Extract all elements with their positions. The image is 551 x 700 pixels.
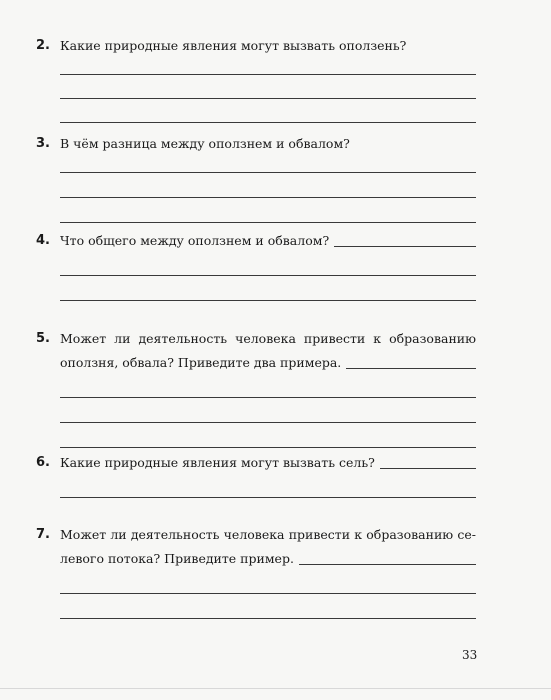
question-number: 6. [36, 455, 50, 470]
question-7 [36, 523, 476, 619]
question-text: Какие природные явления могут вызвать оползень? [60, 38, 407, 53]
question-number: 3. [36, 136, 50, 151]
answer-line-inline[interactable] [299, 564, 476, 565]
question-5 [36, 327, 476, 448]
answer-line[interactable] [60, 275, 476, 276]
question-number: 7. [36, 527, 50, 542]
question-number: 4. [36, 233, 50, 248]
answer-line-inline[interactable] [380, 468, 476, 469]
answer-line[interactable] [60, 197, 476, 198]
question-text: Что общего между оползнем и обвалом? [60, 233, 330, 248]
question-3 [36, 132, 476, 223]
answer-line[interactable] [60, 593, 476, 594]
question-4 [36, 229, 476, 301]
question-text-line-1: Может ли деятельность человека привести к образованию се- [60, 527, 476, 542]
question-number: 5. [36, 331, 50, 346]
question-text-line-2: оползня, обвала? Приведите два примера. [60, 355, 342, 370]
answer-line[interactable] [60, 222, 476, 223]
answer-line[interactable] [60, 300, 476, 301]
page-edge [0, 688, 551, 689]
question-number: 2. [36, 38, 50, 53]
answer-line[interactable] [60, 122, 476, 123]
answer-line[interactable] [60, 497, 476, 498]
question-text: В чём разница между оползнем и обвалом? [60, 136, 350, 151]
answer-line[interactable] [60, 74, 476, 75]
answer-line-inline[interactable] [334, 246, 476, 247]
answer-line[interactable] [60, 172, 476, 173]
answer-line[interactable] [60, 618, 476, 619]
answer-line[interactable] [60, 422, 476, 423]
question-text-line-1: Может ли деятельность человека привести к образованию [60, 331, 476, 346]
page-number: 33 [462, 648, 478, 662]
answer-line-inline[interactable] [346, 368, 476, 369]
question-text: Какие природные явления могут вызвать сель? [60, 455, 375, 470]
question-2 [36, 34, 476, 123]
question-6 [36, 451, 476, 498]
answer-line[interactable] [60, 98, 476, 99]
question-text-line-2: левого потока? Приведите пример. [60, 551, 294, 566]
answer-line[interactable] [60, 447, 476, 448]
answer-line[interactable] [60, 397, 476, 398]
